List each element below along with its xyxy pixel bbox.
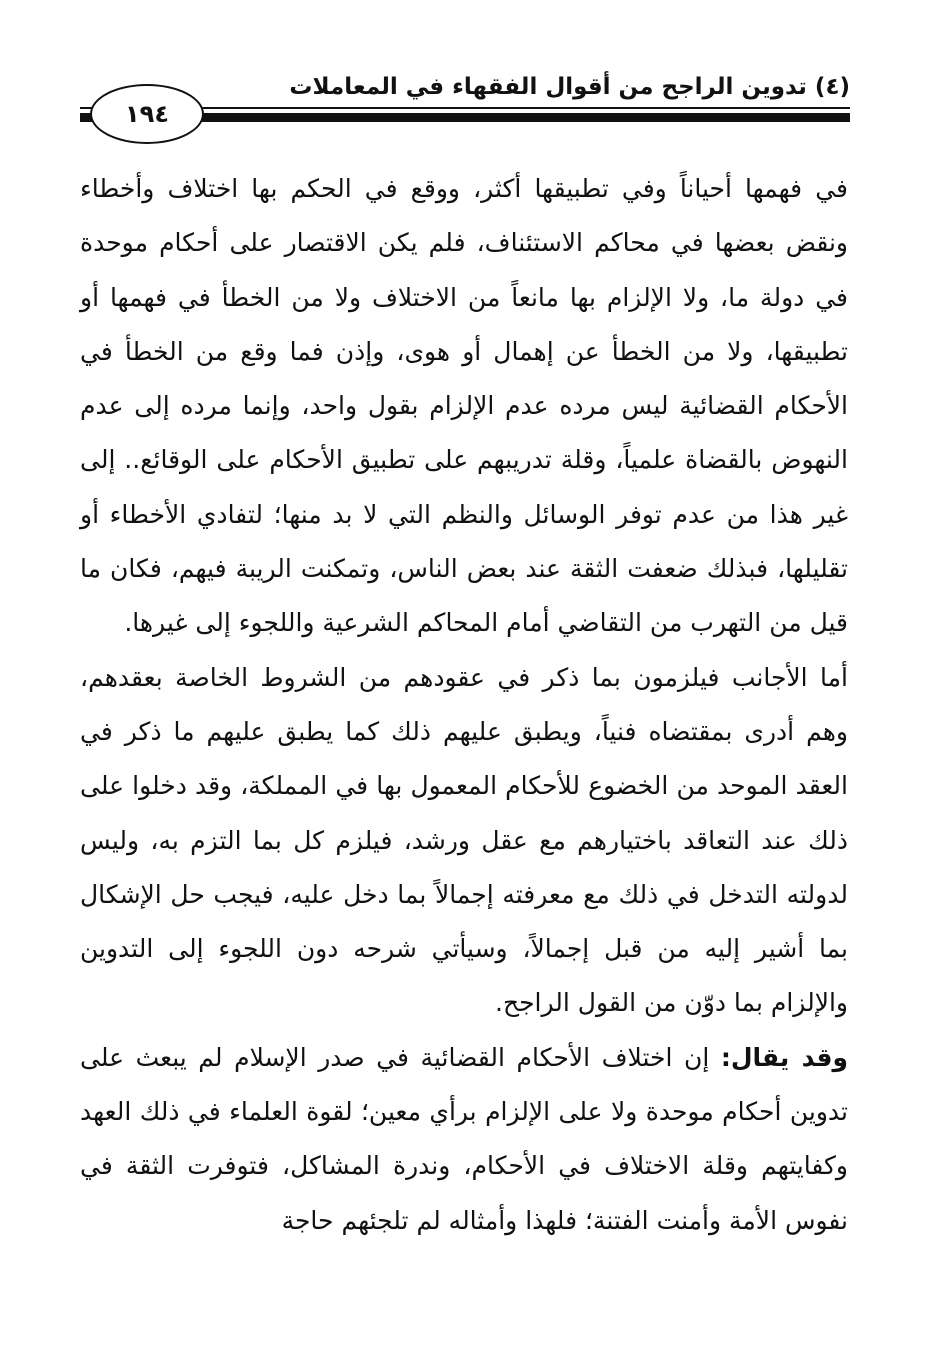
paragraph-3-lead: وقد يقال: [720,1042,848,1072]
running-title: (٤) تدوين الراجح من أقوال الفقهاء في المعاملات [289,74,850,100]
paragraph-1: في فهمها أحياناً وفي تطبيقها أكثر، ووقع في الحكم بها اختلاف وأخطاء ونقض بعضها في محاكم الاستئناف، فلم يكن الاقتصار على أحكام موحدة في دولة ما، ولا الإلزام بها مانعاً من الاختلاف ولا من الخطأ في فهمها أو تطبيقها، ولا من الخطأ عن إهمال أو هوى، وإذن فما وقع من الخطأ في الأحكام القضائية ليس مرده عدم الإلزام بقول واحد، وإنما مرده إلى عدم النهوض بالقضاة علمياً، وقلة تدريبهم على تطبيق الأحكام على الوقائع.. إلى غير هذا من عدم توفر الوسائل والنظم التي لا بد منها؛ لتفادي الأخطاء أو تقليلها، فبذلك ضعفت الثقة عند بعض الناس، وتمكنت الريبة فيهم، فكان ما قيل من التهرب من التقاضي أمام المحاكم الشرعية واللجوء إلى غيرها. [80,174,848,638]
paragraph-3-text: إن اختلاف الأحكام القضائية في صدر الإسلام لم يبعث على تدوين أحكام موحدة ولا على الإلزام برأي معين؛ لقوة العلماء في ذلك العهد وكفايتهم وقلة الاختلاف في الأحكام، وندرة المشاكل، فتوفرت الثقة في نفوس الأمة وأمنت الفتنة؛ فلهذا وأمثاله لم تلجئهم حاجة [80,1042,848,1235]
page-header [80,62,850,142]
paragraph-3 [80,1031,848,1248]
paragraph-2: أما الأجانب فيلزمون بما ذكر في عقودهم من الشروط الخاصة بعقدهم، وهم أدرى بمقتضاه فنياً، ويطبق عليهم ذلك كما يطبق عليهم ما ذكر في العقد الموحد من الخضوع للأحكام المعمول بها في المملكة، وقد دخلوا على ذلك عند التعاقد باختيارهم مع عقل ورشد، فيلزم كل بما التزم به، وليس لدولته التدخل في ذلك مع معرفته إجمالاً بما دخل عليه، فيجب حل الإشكال بما أشير إليه من قبل إجمالاً، وسيأتي شرحه دون اللجوء إلى التدوين والإلزام بما دوّن من القول الراجح. [80,662,848,1018]
body-text [80,162,848,1248]
page-number: ١٩٤ [90,84,204,144]
